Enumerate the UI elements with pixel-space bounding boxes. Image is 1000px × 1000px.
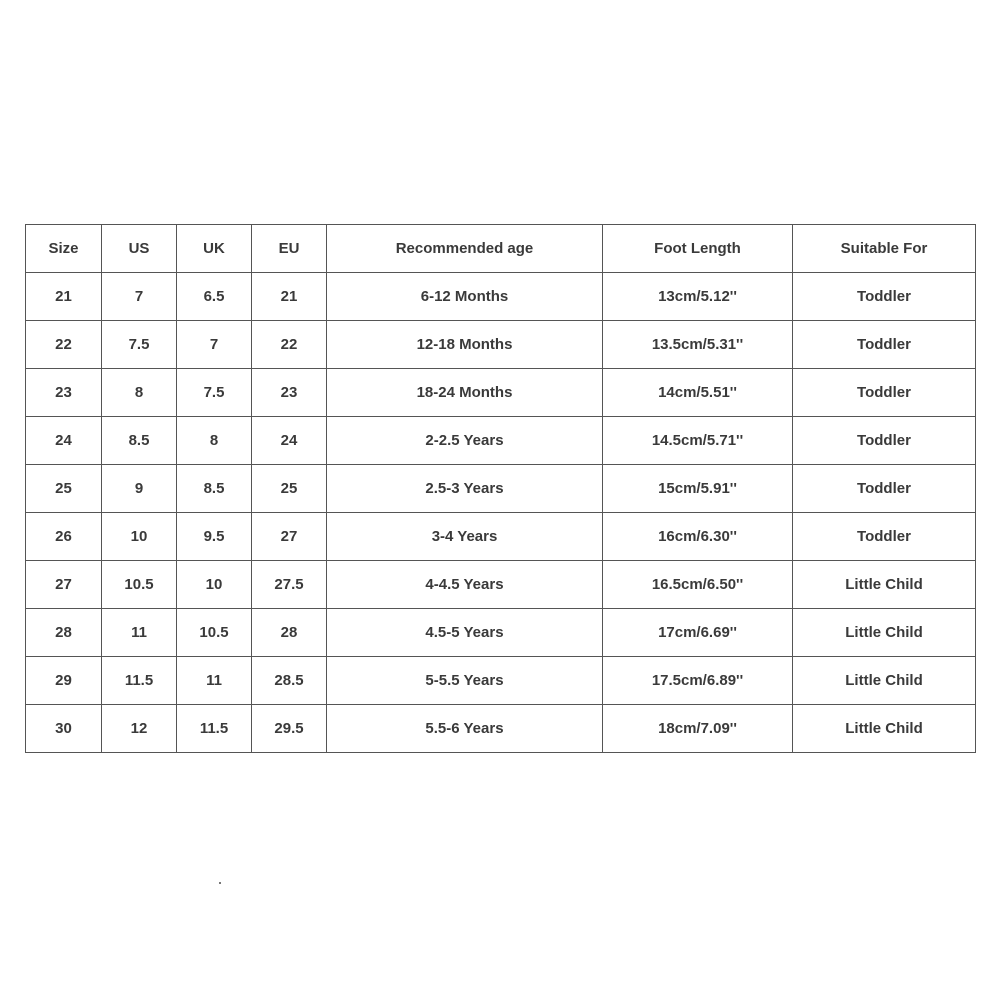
column-header-foot-length: Foot Length	[603, 225, 793, 273]
cell-size: 24	[26, 417, 102, 465]
column-header-suitable-for: Suitable For	[793, 225, 976, 273]
table-row	[26, 705, 976, 753]
cell-us: 11.5	[102, 657, 177, 705]
cell-suitable-for: Toddler	[793, 321, 976, 369]
cell-recommended-age: 18-24 Months	[327, 369, 603, 417]
column-header-size: Size	[26, 225, 102, 273]
cell-suitable-for: Toddler	[793, 417, 976, 465]
cell-size: 27	[26, 561, 102, 609]
cell-suitable-for: Little Child	[793, 609, 976, 657]
cell-eu: 27.5	[252, 561, 327, 609]
cell-suitable-for: Little Child	[793, 657, 976, 705]
cell-us: 8	[102, 369, 177, 417]
cell-eu: 28	[252, 609, 327, 657]
cell-recommended-age: 4.5-5 Years	[327, 609, 603, 657]
cell-uk: 7	[177, 321, 252, 369]
cell-us: 12	[102, 705, 177, 753]
cell-us: 8.5	[102, 417, 177, 465]
cell-foot-length: 16.5cm/6.50''	[603, 561, 793, 609]
cell-foot-length: 18cm/7.09''	[603, 705, 793, 753]
cell-recommended-age: 3-4 Years	[327, 513, 603, 561]
cell-suitable-for: Little Child	[793, 561, 976, 609]
cell-uk: 11	[177, 657, 252, 705]
cell-uk: 10.5	[177, 609, 252, 657]
table-row	[26, 369, 976, 417]
cell-uk: 6.5	[177, 273, 252, 321]
cell-recommended-age: 2.5-3 Years	[327, 465, 603, 513]
cell-us: 7	[102, 273, 177, 321]
table-row	[26, 561, 976, 609]
cell-uk: 8	[177, 417, 252, 465]
cell-suitable-for: Toddler	[793, 513, 976, 561]
cell-uk: 10	[177, 561, 252, 609]
cell-foot-length: 13cm/5.12''	[603, 273, 793, 321]
cell-foot-length: 14cm/5.51''	[603, 369, 793, 417]
cell-eu: 22	[252, 321, 327, 369]
cell-us: 10	[102, 513, 177, 561]
cell-recommended-age: 12-18 Months	[327, 321, 603, 369]
cell-foot-length: 17cm/6.69''	[603, 609, 793, 657]
cell-eu: 28.5	[252, 657, 327, 705]
cell-recommended-age: 6-12 Months	[327, 273, 603, 321]
size-chart-header	[26, 225, 976, 273]
cell-recommended-age: 2-2.5 Years	[327, 417, 603, 465]
table-row	[26, 465, 976, 513]
cell-recommended-age: 5.5-6 Years	[327, 705, 603, 753]
cell-eu: 25	[252, 465, 327, 513]
table-row	[26, 513, 976, 561]
cell-recommended-age: 4-4.5 Years	[327, 561, 603, 609]
cell-eu: 24	[252, 417, 327, 465]
cell-uk: 11.5	[177, 705, 252, 753]
cell-suitable-for: Little Child	[793, 705, 976, 753]
cell-us: 9	[102, 465, 177, 513]
cell-foot-length: 17.5cm/6.89''	[603, 657, 793, 705]
cell-uk: 9.5	[177, 513, 252, 561]
cell-size: 23	[26, 369, 102, 417]
cell-uk: 7.5	[177, 369, 252, 417]
cell-foot-length: 15cm/5.91''	[603, 465, 793, 513]
cell-uk: 8.5	[177, 465, 252, 513]
cell-eu: 23	[252, 369, 327, 417]
table-row	[26, 321, 976, 369]
cell-size: 28	[26, 609, 102, 657]
header-row	[26, 225, 976, 273]
stray-dot	[219, 882, 221, 884]
cell-us: 10.5	[102, 561, 177, 609]
table-row	[26, 417, 976, 465]
cell-foot-length: 16cm/6.30''	[603, 513, 793, 561]
cell-size: 25	[26, 465, 102, 513]
column-header-uk: UK	[177, 225, 252, 273]
cell-foot-length: 14.5cm/5.71''	[603, 417, 793, 465]
cell-suitable-for: Toddler	[793, 369, 976, 417]
cell-size: 30	[26, 705, 102, 753]
size-chart-table	[25, 224, 976, 753]
cell-size: 22	[26, 321, 102, 369]
cell-us: 7.5	[102, 321, 177, 369]
cell-eu: 21	[252, 273, 327, 321]
cell-foot-length: 13.5cm/5.31''	[603, 321, 793, 369]
cell-eu: 27	[252, 513, 327, 561]
column-header-eu: EU	[252, 225, 327, 273]
cell-suitable-for: Toddler	[793, 273, 976, 321]
size-chart-body	[26, 273, 976, 753]
cell-eu: 29.5	[252, 705, 327, 753]
table-row	[26, 273, 976, 321]
table-row	[26, 657, 976, 705]
column-header-recommended-age: Recommended age	[327, 225, 603, 273]
cell-size: 21	[26, 273, 102, 321]
cell-size: 29	[26, 657, 102, 705]
cell-recommended-age: 5-5.5 Years	[327, 657, 603, 705]
table-row	[26, 609, 976, 657]
cell-size: 26	[26, 513, 102, 561]
cell-us: 11	[102, 609, 177, 657]
column-header-us: US	[102, 225, 177, 273]
cell-suitable-for: Toddler	[793, 465, 976, 513]
